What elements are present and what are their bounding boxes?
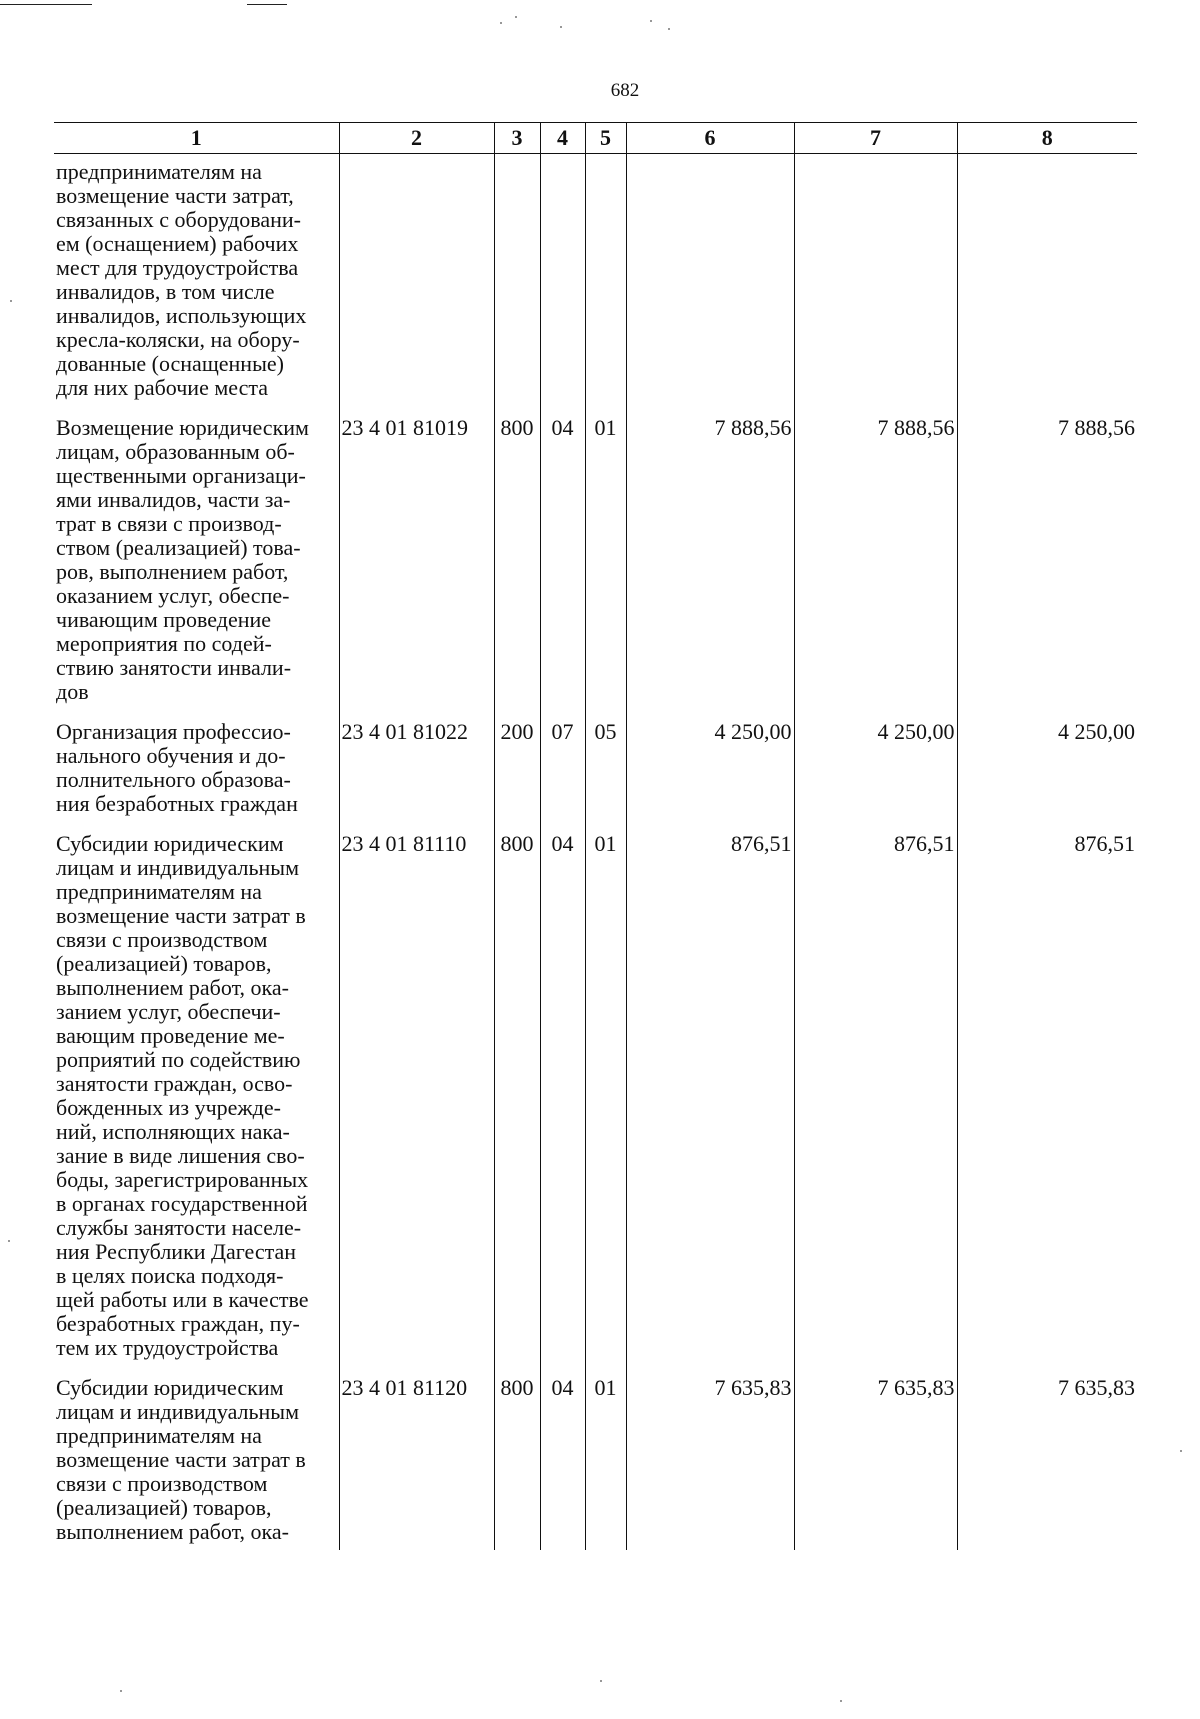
amount-col8-cell: 876,51 [957,826,1137,1370]
description-line: ствию занятости инвали- [56,655,292,680]
description-line: занятости граждан, осво- [56,1071,293,1096]
table-row [54,714,1137,826]
target-code-cell: 23 4 01 81120 [339,1370,494,1550]
description-line: связи с производством [56,1471,268,1496]
table-row [54,410,1137,714]
description-line: кресла-коляски, на обору- [56,327,300,352]
description-line: занием услуг, обеспечи- [56,999,281,1024]
column-number-row [54,123,1137,154]
scan-edge-rule-left [0,4,92,5]
description-line: боды, зарегистрированных [56,1167,309,1192]
description-line: оказанием услуг, обеспе- [56,583,290,608]
description-line: предпринимателям на [56,159,262,184]
description-line: лицам и индивидуальным [56,1399,300,1424]
description-line: инвалидов, в том числе [56,279,275,304]
column-header: 4 [540,123,585,154]
description-line: полнительного образова- [56,767,291,792]
description-line: ния безработных граждан [56,791,298,816]
amount-col8-cell: 7 635,83 [957,1370,1137,1550]
description-line: щественными организаци- [56,463,306,488]
description-line: (реализацией) товаров, [56,1495,272,1520]
description-line: ем (оснащением) рабочих [56,231,299,256]
description-line: предпринимателям на [56,879,262,904]
scan-noise [1180,1450,1182,1452]
amount-col8-cell [957,154,1137,411]
description-line: связанных с оборудовани- [56,207,301,232]
subsection-cell: 05 [585,714,626,826]
description-line: ров, выполнением работ, [56,559,289,584]
description-line: в органах государственной [56,1191,308,1216]
scan-noise [10,300,12,302]
item-description [54,1370,339,1550]
subsection-cell: 01 [585,826,626,1370]
amount-col8-cell: 7 888,56 [957,410,1137,714]
description-line: в целях поиска подходя- [56,1263,284,1288]
target-code-cell: 23 4 01 81022 [339,714,494,826]
column-header: 8 [957,123,1137,154]
table-row [54,154,1137,411]
scan-noise [515,16,517,18]
page-number: 682 [610,80,640,101]
description-line: божденных из учрежде- [56,1095,281,1120]
description-line: нального обучения и до- [56,743,286,768]
expense-type-cell: 800 [494,1370,540,1550]
scan-noise [500,22,502,24]
description-line: дованные (оснащенные) [56,351,284,376]
item-description [54,410,339,714]
subsection-cell: 01 [585,1370,626,1550]
scan-noise [600,1680,602,1682]
description-line: выполнением работ, ока- [56,1519,289,1544]
description-line: чивающим проведение [56,607,272,632]
scan-noise [840,1700,842,1702]
description-line: возмещение части затрат в [56,1447,306,1472]
section-cell: 04 [540,1370,585,1550]
description-line: ством (реализацией) това- [56,535,301,560]
description-line: лицам и индивидуальным [56,855,300,880]
scan-noise [650,20,652,22]
table-row [54,826,1137,1370]
section-cell [540,154,585,411]
amount-col6-cell: 876,51 [626,826,794,1370]
description-line: инвалидов, использующих [56,303,307,328]
subsection-cell [585,154,626,411]
description-line: ями инвалидов, части за- [56,487,291,512]
table-row [54,1370,1137,1550]
target-code-cell [339,154,494,411]
description-line: для них рабочие места [56,375,268,400]
expense-type-cell: 800 [494,410,540,714]
column-header: 5 [585,123,626,154]
column-header: 2 [339,123,494,154]
description-line: (реализацией) товаров, [56,951,272,976]
subsection-cell: 01 [585,410,626,714]
amount-col6-cell: 4 250,00 [626,714,794,826]
description-line: роприятий по содействию [56,1047,301,1072]
amount-col7-cell: 4 250,00 [794,714,957,826]
description-line: службы занятости населе- [56,1215,302,1240]
item-description [54,714,339,826]
amount-col7-cell [794,154,957,411]
expense-type-cell [494,154,540,411]
description-line: щей работы или в качестве [56,1287,309,1312]
scan-noise [8,1240,10,1242]
section-cell: 04 [540,826,585,1370]
scan-edge-rule-right [247,4,287,5]
description-line: предпринимателям на [56,1423,262,1448]
description-line: возмещение части затрат в [56,903,306,928]
amount-col7-cell: 876,51 [794,826,957,1370]
amount-col7-cell: 7 635,83 [794,1370,957,1550]
description-line: Субсидии юридическим [56,1375,284,1400]
section-cell: 07 [540,714,585,826]
expense-type-cell: 200 [494,714,540,826]
scan-noise [120,1690,122,1692]
amount-col8-cell: 4 250,00 [957,714,1137,826]
amount-col6-cell: 7 635,83 [626,1370,794,1550]
description-line: Возмещение юридическим [56,415,309,440]
description-line: мест для трудоустройства [56,255,299,280]
scan-noise [668,28,670,30]
description-line: дов [56,679,89,704]
description-line: выполнением работ, ока- [56,975,289,1000]
description-line: безработных граждан, пу- [56,1311,300,1336]
description-line: Субсидии юридическим [56,831,284,856]
description-line: трат в связи с производ- [56,511,282,536]
amount-col7-cell: 7 888,56 [794,410,957,714]
amount-col6-cell [626,154,794,411]
description-line: возмещение части затрат, [56,183,294,208]
description-line: ний, исполняющих нака- [56,1119,290,1144]
scan-noise [560,26,562,28]
description-line: тем их трудоустройства [56,1335,279,1360]
description-line: лицам, образованным об- [56,439,295,464]
column-header: 1 [54,123,339,154]
section-cell: 04 [540,410,585,714]
column-header: 3 [494,123,540,154]
column-header: 7 [794,123,957,154]
budget-table [54,122,1137,1550]
item-description [54,154,339,411]
description-line: Организация профессио- [56,719,291,744]
amount-col6-cell: 7 888,56 [626,410,794,714]
description-line: вающим проведение ме- [56,1023,285,1048]
description-line: зание в виде лишения сво- [56,1143,305,1168]
item-description [54,826,339,1370]
target-code-cell: 23 4 01 81019 [339,410,494,714]
description-line: связи с производством [56,927,268,952]
column-header: 6 [626,123,794,154]
description-line: ния Республики Дагестан [56,1239,297,1264]
target-code-cell: 23 4 01 81110 [339,826,494,1370]
expense-type-cell: 800 [494,826,540,1370]
description-line: мероприятия по содей- [56,631,272,656]
